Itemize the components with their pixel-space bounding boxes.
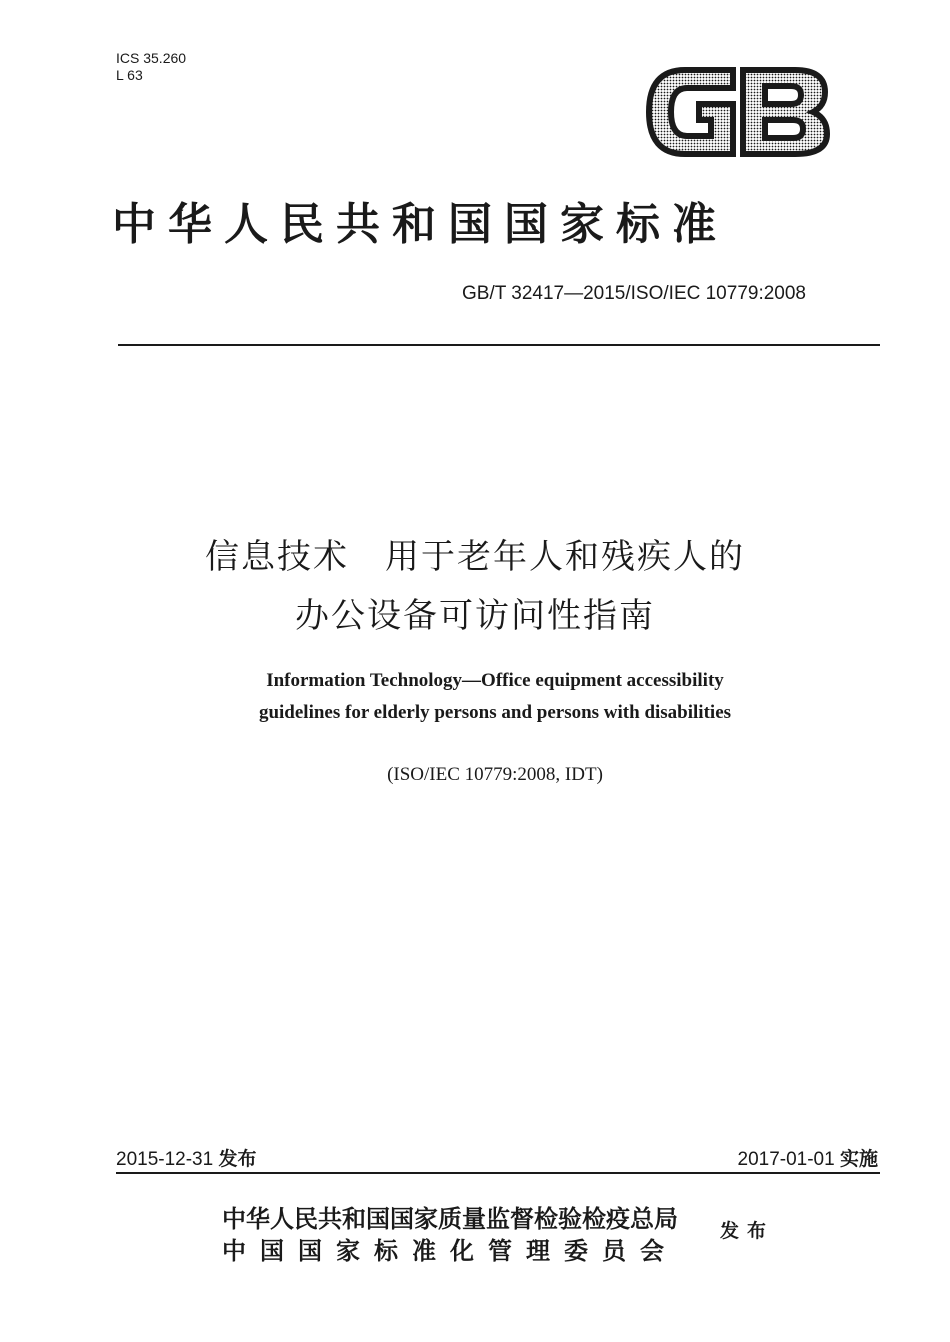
implement-date-block [738, 1144, 879, 1171]
issue-date: 2015-12-31 [116, 1149, 214, 1170]
publisher-line-1: 中华人民共和国国家质量监督检验检疫总局 [222, 1204, 678, 1233]
gb-logo [645, 64, 831, 160]
publisher-issue-label: 发布 [720, 1220, 775, 1242]
national-standard-heading: 中华人民共和国国家标准 [112, 199, 728, 250]
issue-date-label: 发布 [218, 1148, 257, 1170]
en-title-line-2: guidelines for elderly persons and persons with disabilities [258, 702, 732, 723]
ics-code: ICS 35.260 [116, 50, 187, 66]
classification-codes [116, 50, 186, 84]
standard-code: GB/T 32417—2015/ISO/IEC 10779:2008 [462, 283, 806, 304]
en-title-line-1: Information Technology—Office equipment accessibility [266, 670, 724, 691]
implement-date: 2017-01-01 [737, 1149, 835, 1170]
cn-title-line-2: 办公设备可访问性指南 [295, 596, 655, 636]
implement-date-label: 实施 [839, 1148, 878, 1170]
footer-divider [116, 1172, 880, 1174]
adoption-note: (ISO/IEC 10779:2008, IDT) [387, 764, 603, 785]
gb-logo-mark [645, 64, 831, 160]
cn-title-line-1: 信息技术 用于老年人和残疾人的 [205, 537, 745, 577]
publisher-line-2: 中国国家标准化管理委员会 [222, 1236, 678, 1265]
issue-date-block [116, 1144, 257, 1171]
header-divider [118, 344, 880, 346]
ccs-code: L 63 [116, 67, 143, 83]
